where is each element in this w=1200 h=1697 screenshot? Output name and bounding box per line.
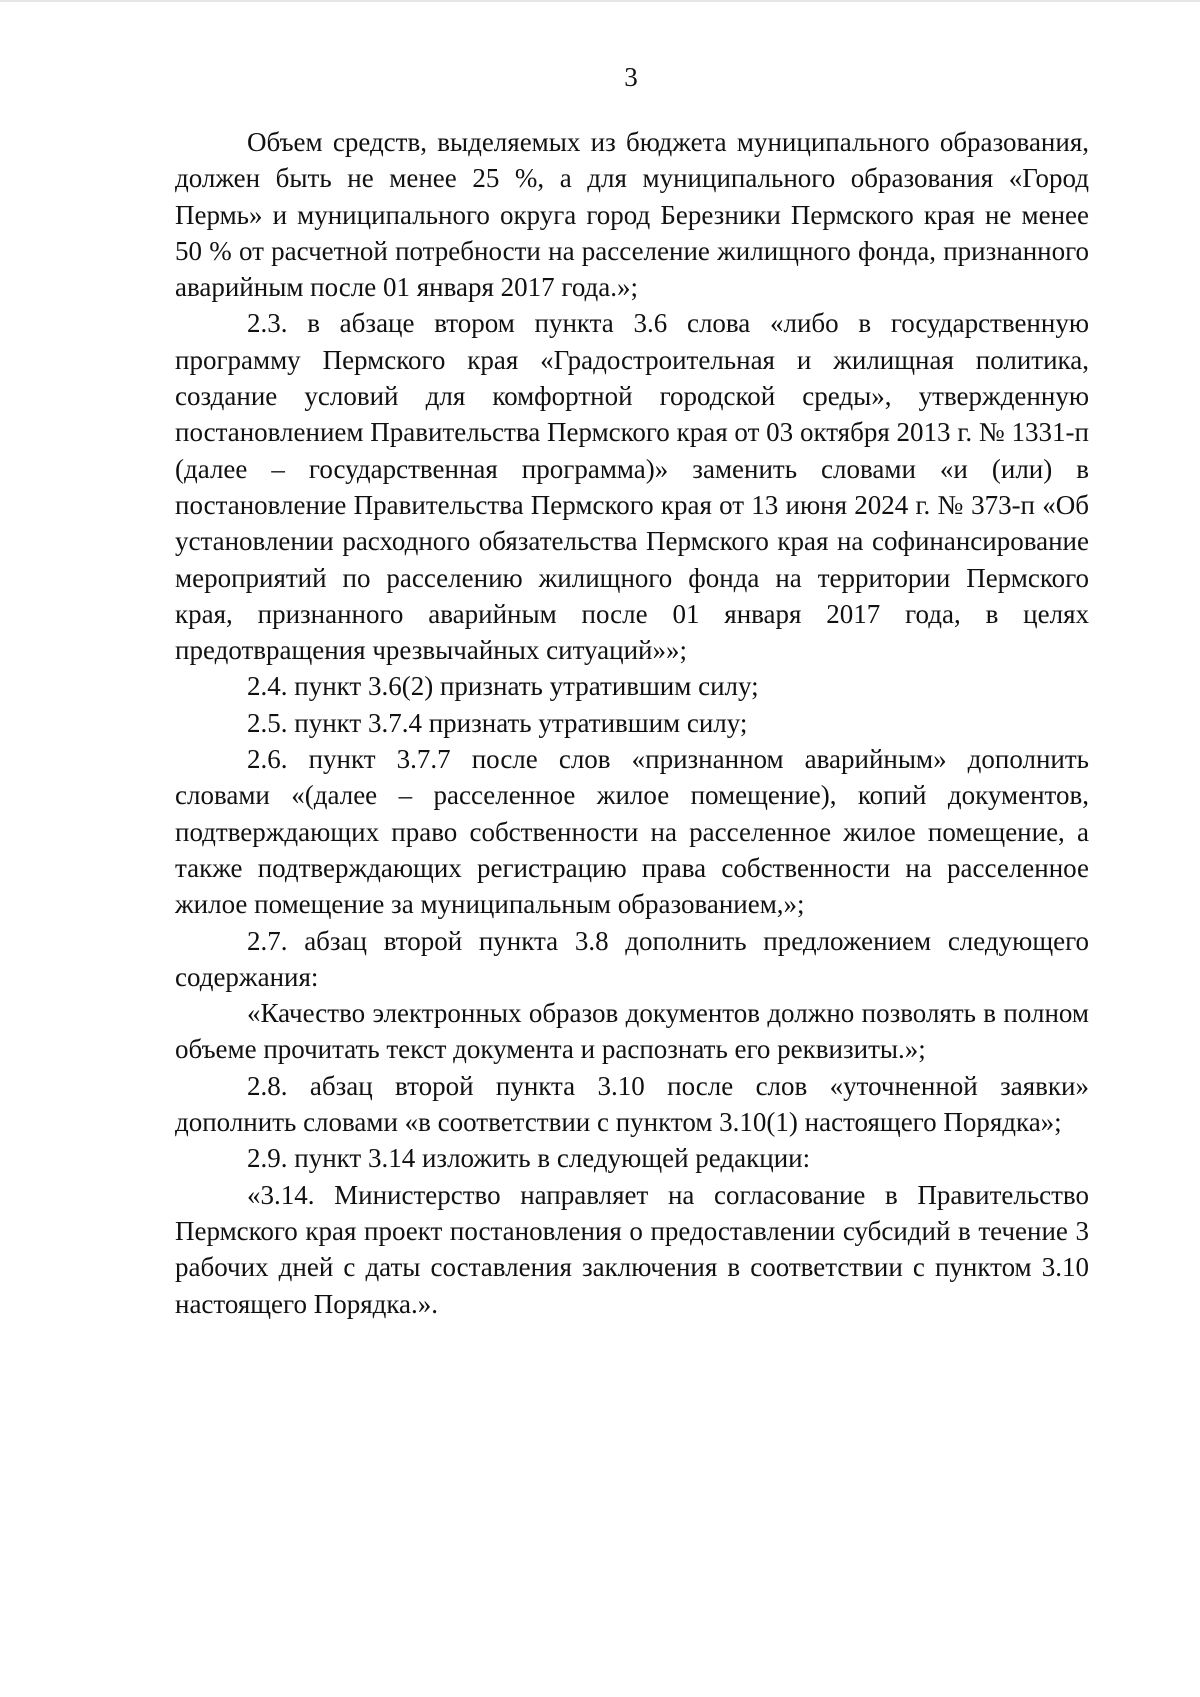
paragraph-2-9-quote: «3.14. Министерство направляет на согласование в Правительство Пермского края проект постановления о предоставлении субсидий в течение 3 рабочих дней с даты составления заключения в соответствии с пунктом 3.10 настоящего Порядка.». [175, 1179, 1089, 1319]
paragraph-2-7-quote: «Качество электронных образов документов должно позволять в полном объеме прочитать текст документа и распознать его реквизиты.»; [175, 998, 1089, 1065]
document-body [175, 124, 1089, 1322]
paragraph-2-7: 2.7. абзац второй пункта 3.8 дополнить предложением следующего содержания: [175, 925, 1089, 992]
paragraph-2-3: 2.3. в абзаце втором пункта 3.6 слова «либо в государственную программу Пермского края «Градостроительная и жилищная политика, создание условий для комфортной городской среды», утвержденную постановлением Правительства Пермского края от 03 октября 2013 г. № 1331-п (далее – государственная программа)» заменить словами «и (или) в постановление Правительства Пермского края от 13 июня 2024 г. № 373-п «Об установлении расходного обязательства Пермского края на софинансирование мероприятий по расселению жилищного фонда на территории Пермского края, признанного аварийным после 01 января 2017 года, в целях предотвращения чрезвычайных ситуаций»»; [175, 308, 1089, 666]
paragraph-2-6: 2.6. пункт 3.7.7 после слов «признанном аварийным» дополнить словами «(далее – расселенное жилое помещение), копий документов, подтверждающих право собственности на расселенное жилое помещение, а также подтверждающих регистрацию права собственности на расселенное жилое помещение за муниципальным образованием,»; [175, 744, 1089, 920]
paragraph-funding-volume: Объем средств, выделяемых из бюджета муниципального образования, должен быть не менее 25 %, а для муниципального образования «Город Пермь» и муниципального округа город Березники Пермского края не менее 50 % от расчетной потребности на расселение жилищного фонда, признанного аварийным после 01 января 2017 года.»; [175, 127, 1089, 303]
scan-edge [0, 0, 1200, 2]
page-number: 3 [624, 62, 638, 92]
paragraph-2-5: 2.5. пункт 3.7.4 признать утратившим силу; [247, 707, 748, 738]
paragraph-2-9: 2.9. пункт 3.14 изложить в следующей редакции: [247, 1143, 811, 1174]
paragraph-2-8: 2.8. абзац второй пункта 3.10 после слов «уточненной заявки» дополнить словами «в соответствии с пунктом 3.10(1) настоящего Порядка»; [175, 1070, 1089, 1138]
paragraph-2-4: 2.4. пункт 3.6(2) признать утратившим силу; [247, 671, 759, 702]
